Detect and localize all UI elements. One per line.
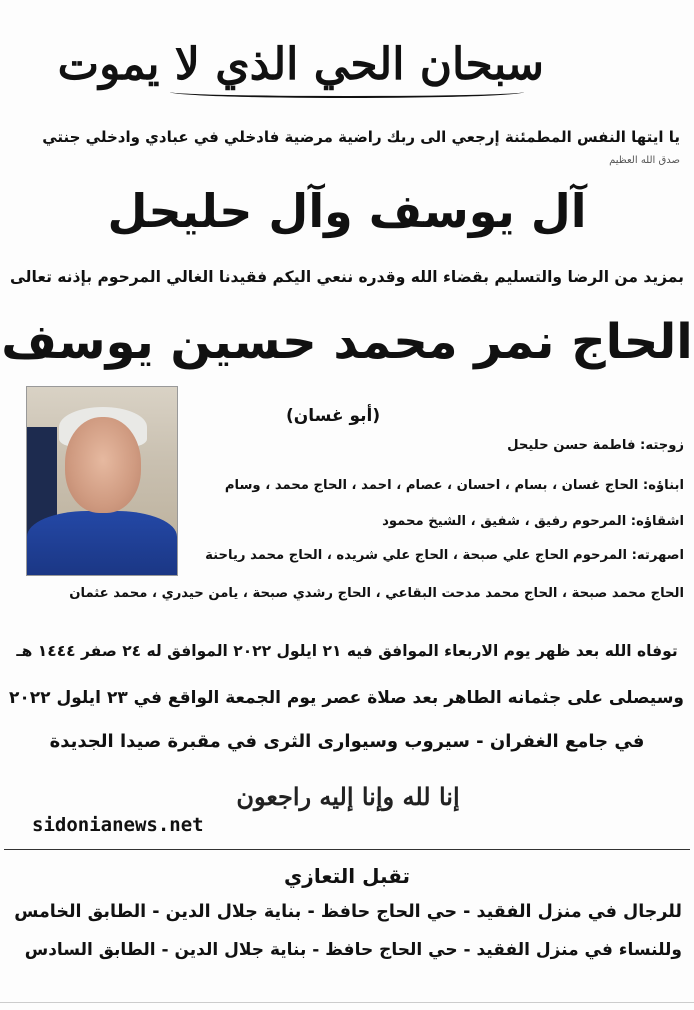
funeral-prayer-line: وسيصلى على جثمانه الطاهر بعد صلاة عصر يوم الجمعة الواقع في ٢٣ ايلول ٢٠٢٢	[9, 688, 684, 708]
site-watermark: sidonianews.net	[32, 814, 204, 836]
death-date-line: توفاه الله بعد ظهر يوم الاربعاء الموافق فيه ٢١ ايلول ٢٠٢٢ الموافق له ٢٤ صفر ١٤٤٤ هـ	[16, 642, 678, 660]
condolences-title: تقبل التعازي	[283, 864, 411, 888]
sons-line: ابناؤه: الحاج غسان ، بسام ، احسان ، عصام ، احمد ، الحاج محمد ، وسام	[224, 478, 684, 493]
deceased-nickname: (أبو غسان)	[286, 406, 381, 426]
wife-line: زوجته: فاطمة حسن حليحل	[507, 438, 684, 453]
calligraphy-flourish	[170, 86, 524, 98]
deceased-name: الحاج نمر محمد حسين يوسف	[1, 314, 693, 370]
burial-location-line: في جامع الغفران - سيروب وسيوارى الثرى في مقبرة صيدا الجديدة	[49, 731, 645, 752]
quran-phrase-calligraphy: إنا لله وإنا إليه راجعون	[236, 782, 460, 811]
announcement-intro: بمزيد من الرضا والتسليم بقضاء الله وقدره ننعي اليكم فقيدنا الغالي المرحوم بإذنه تعالى	[10, 268, 684, 286]
verse-source: صدق الله العظيم	[609, 155, 680, 166]
inlaws-line-continued: الحاج محمد صبحة ، الحاج محمد مدحت البقاعي ، الحاج رشدي صبحة ، يامن حيدري ، محمد عثمان	[69, 586, 684, 601]
family-names-heading: آل يوسف وآل حليحل	[107, 184, 587, 238]
calligraphy-text: سبحان الحي الذي لا يموت	[57, 39, 544, 90]
condolences-women-line: وللنساء في منزل الفقيد - حي الحاج حافظ - بناية جلال الدين - الطابق السادس	[24, 940, 682, 960]
bottom-rule	[0, 1002, 694, 1003]
deceased-photo	[26, 386, 178, 576]
condolences-men-line: للرجال في منزل الفقيد - حي الحاج حافظ - بناية جلال الدين - الطابق الخامس	[14, 902, 682, 922]
section-divider	[4, 849, 690, 850]
quran-verse: يا ايتها النفس المطمئنة إرجعي الى ربك راضية مرضية فادخلي في عبادي وادخلي جنتي	[42, 128, 680, 146]
inlaws-line: اصهرته: المرحوم الحاج علي صبحة ، الحاج علي شريده ، الحاج محمد رياحنة	[205, 548, 684, 563]
brothers-line: اشقاؤه: المرحوم رفيق ، شفيق ، الشيخ محمود	[382, 514, 684, 529]
photo-face	[65, 417, 141, 513]
photo-shirt	[27, 511, 177, 575]
calligraphy-header	[57, 22, 544, 108]
